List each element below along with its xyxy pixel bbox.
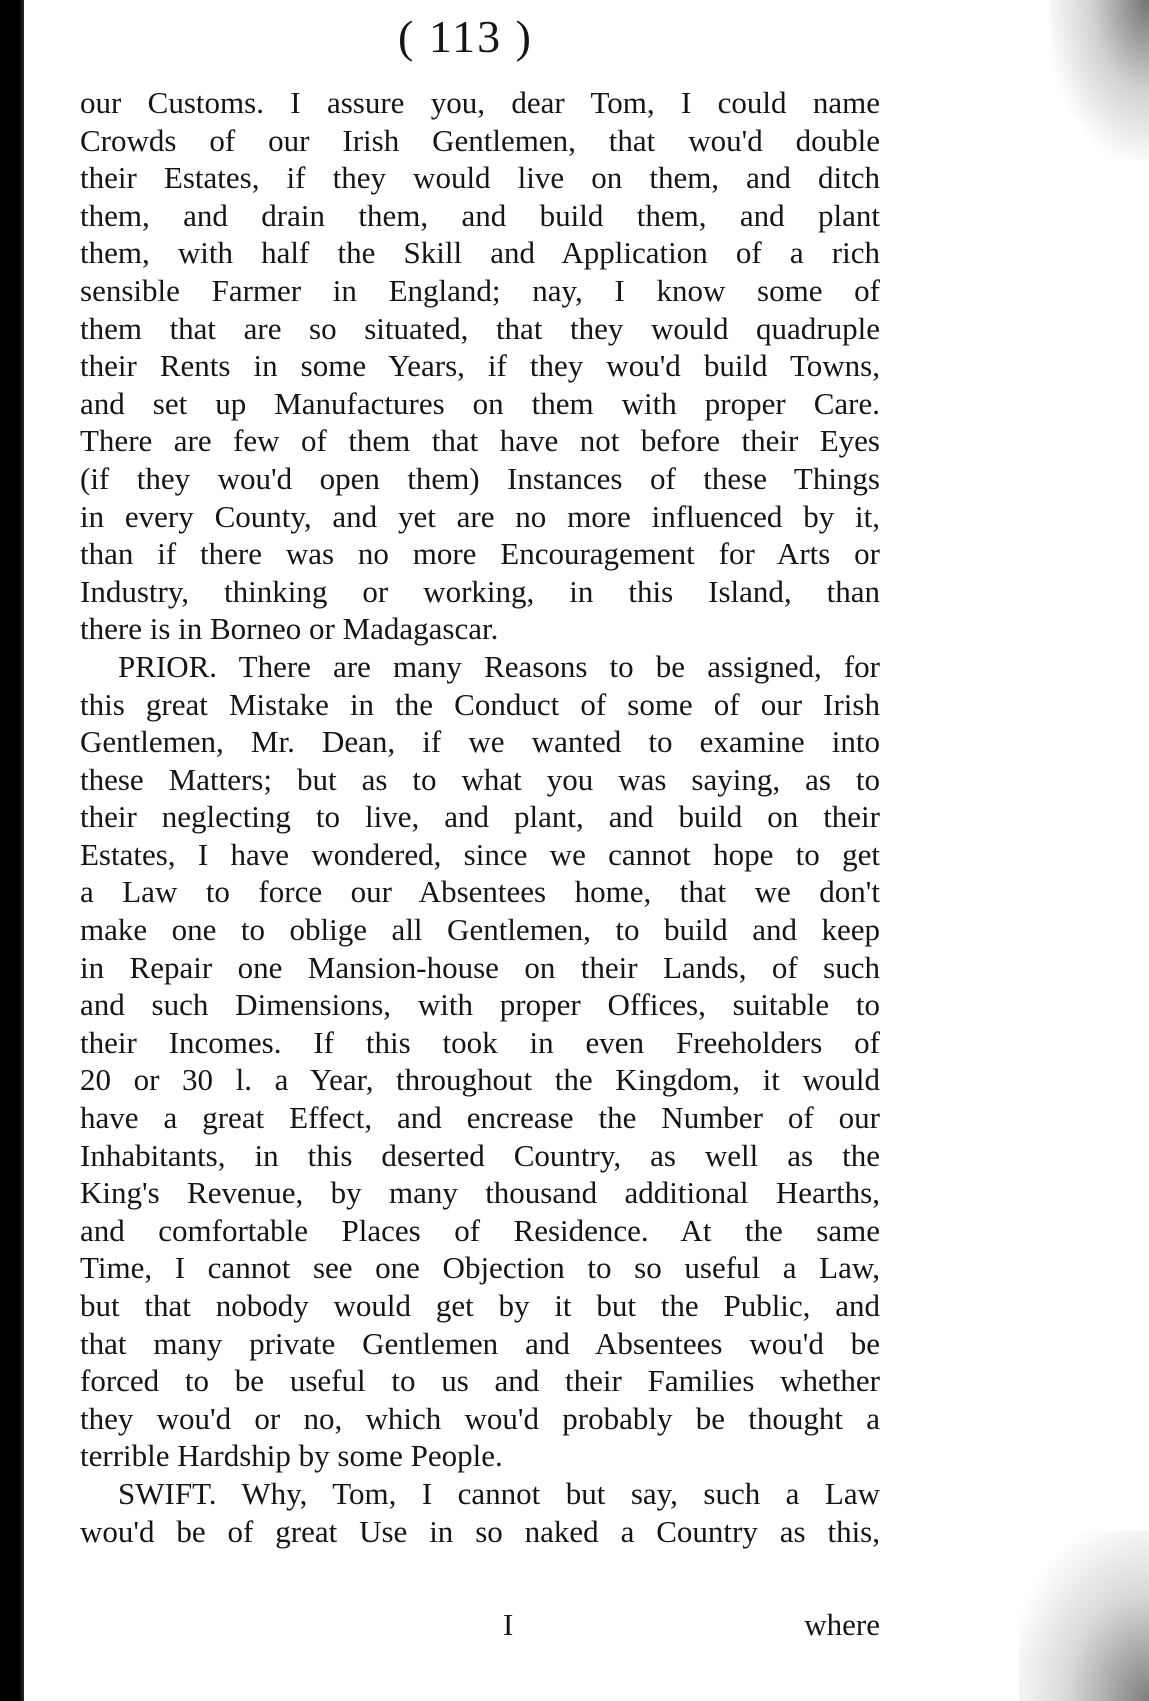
body-text xyxy=(80,84,880,1550)
text-line: sensible Farmer in England; nay, I know some of xyxy=(80,272,880,308)
text-line: a Law to force our Absentees home, that we don't xyxy=(80,874,880,910)
text-line: Time, I cannot see one Objection to so useful a Law, xyxy=(80,1250,880,1286)
text-line: them, with half the Skill and Application of a rich xyxy=(80,235,880,271)
text-line: our Customs. I assure you, dear Tom, I could name xyxy=(80,85,880,120)
text-line: their Estates, if they would live on them, and ditch xyxy=(80,160,880,196)
text-line: their Incomes. If this took in even Freeholders of xyxy=(80,1024,880,1060)
text-line: PRIOR. There are many Reasons to be assigned, for xyxy=(118,648,880,684)
text-line: King's Revenue, by many thousand additional Hearths, xyxy=(80,1175,880,1211)
text-line: have a great Effect, and encrease the Number of our xyxy=(80,1100,880,1136)
text-line: 20 or 30 l. a Year, throughout the Kingdom, it would xyxy=(80,1062,880,1098)
text-line: Inhabitants, in this deserted Country, as well as the xyxy=(80,1137,880,1173)
text-line: wou'd be of great Use in so naked a Country as this, xyxy=(80,1513,880,1549)
text-line: Industry, thinking or working, in this Island, than xyxy=(80,573,880,609)
text-line: Gentlemen, Mr. Dean, if we wanted to examine into xyxy=(80,724,880,760)
page-footer xyxy=(80,1607,880,1645)
text-line: this great Mistake in the Conduct of some of our Irish xyxy=(80,686,880,722)
text-line: Estates, I have wondered, since we cannot hope to get xyxy=(80,836,880,872)
page-corner-shadow-bottom xyxy=(1019,1531,1149,1701)
text-line: make one to oblige all Gentlemen, to build and keep xyxy=(80,912,880,948)
text-line: in Repair one Mansion-house on their Lands, of such xyxy=(80,949,880,985)
text-line: (if they wou'd open them) Instances of these Things xyxy=(80,460,880,496)
page-corner-shadow xyxy=(1049,0,1149,160)
text-line: and set up Manufactures on them with proper Care. xyxy=(80,385,880,421)
text-line: forced to be useful to us and their Families whether xyxy=(80,1363,880,1399)
text-line: and such Dimensions, with proper Offices, suitable to xyxy=(80,987,880,1023)
text-line: than if there was no more Encouragement for Arts or xyxy=(80,536,880,572)
binding-edge xyxy=(0,0,24,1701)
text-line: they wou'd or no, which wou'd probably be thought a xyxy=(80,1400,880,1436)
text-line: them that are so situated, that they would quadruple xyxy=(80,310,880,346)
signature-mark: I xyxy=(503,1607,514,1642)
text-line: SWIFT. Why, Tom, I cannot but say, such a Law xyxy=(118,1475,880,1511)
text-line: their Rents in some Years, if they wou'd build Towns, xyxy=(80,348,880,384)
page-number: ( 113 ) xyxy=(398,11,533,62)
text-line: terrible Hardship by some People. xyxy=(80,1438,503,1474)
text-line: There are few of them that have not before their Eyes xyxy=(80,423,880,459)
text-line: there is in Borneo or Madagascar. xyxy=(80,611,499,647)
text-line: Crowds of our Irish Gentlemen, that wou'd double xyxy=(80,122,880,158)
text-line: these Matters; but as to what you was saying, as to xyxy=(80,761,880,797)
text-line: their neglecting to live, and plant, and build on their xyxy=(80,799,880,835)
text-line: but that nobody would get by it but the Public, and xyxy=(80,1288,880,1323)
text-line: in every County, and yet are no more influenced by it, xyxy=(80,498,880,534)
text-line: that many private Gentlemen and Absentees wou'd be xyxy=(80,1325,880,1361)
catchword: where xyxy=(804,1607,880,1642)
text-line: and comfortable Places of Residence. At the same xyxy=(80,1212,880,1248)
text-line: them, and drain them, and build them, and plant xyxy=(80,197,880,233)
